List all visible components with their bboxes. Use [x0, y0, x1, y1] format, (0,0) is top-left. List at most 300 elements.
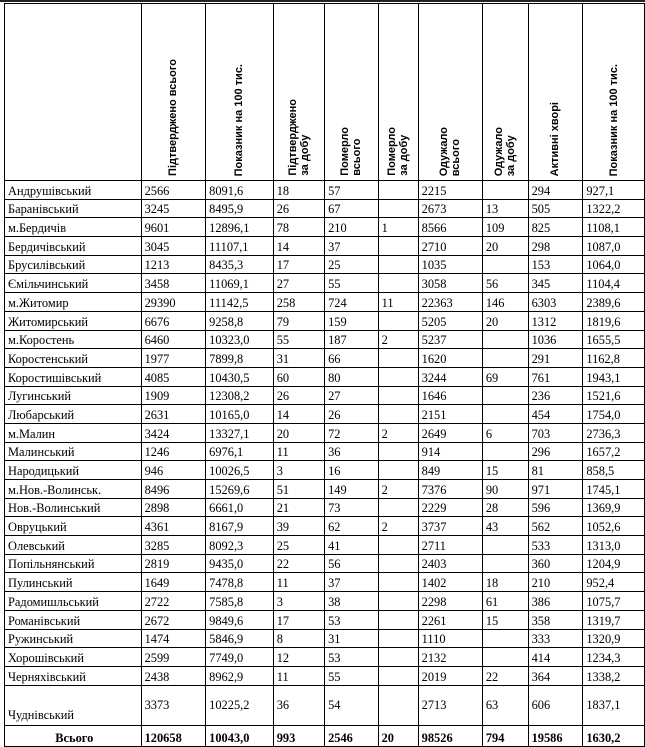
total-cell: 1630,2 [583, 725, 645, 746]
table-cell: 345 [528, 274, 583, 293]
table-cell: 1213 [141, 255, 206, 274]
table-row [5, 311, 645, 330]
table-cell [378, 405, 418, 424]
header-recovered-total: Одужало всього [418, 4, 482, 181]
table-cell: 971 [528, 480, 583, 499]
table-cell: 11 [273, 573, 324, 592]
table-row [5, 405, 645, 424]
table-cell: 27 [325, 386, 378, 405]
table-cell: 16 [325, 461, 378, 480]
table-cell: 56 [482, 274, 528, 293]
table-cell [482, 442, 528, 461]
table-cell: 20 [273, 423, 324, 442]
table-cell: 72 [325, 423, 378, 442]
table-cell: 17 [273, 610, 324, 629]
table-cell: 6 [482, 423, 528, 442]
table-cell: 8495,9 [206, 199, 274, 218]
table-cell: 18 [273, 181, 324, 200]
table-cell: 90 [482, 480, 528, 499]
table-cell: 3285 [141, 536, 206, 555]
table-cell: 9258,8 [206, 311, 274, 330]
table-cell: 11107,1 [206, 237, 274, 256]
table-cell: 11069,1 [206, 274, 274, 293]
table-cell: 1052,6 [583, 517, 645, 536]
table-cell: 1036 [528, 330, 583, 349]
header-died-total: Померло всього [325, 4, 378, 181]
table-cell [482, 405, 528, 424]
total-cell: 120658 [141, 725, 206, 746]
table-cell: 62 [325, 517, 378, 536]
table-cell: 2 [378, 480, 418, 499]
table-cell: 358 [528, 610, 583, 629]
table-cell: 55 [325, 274, 378, 293]
table-cell: 1312 [528, 311, 583, 330]
table-cell: 43 [482, 517, 528, 536]
table-row [5, 498, 645, 517]
table-cell: 2 [378, 330, 418, 349]
table-cell: 1204,9 [583, 554, 645, 573]
table-cell: 825 [528, 218, 583, 237]
total-cell: 98526 [418, 725, 482, 746]
table-cell: 849 [418, 461, 482, 480]
table-cell [482, 386, 528, 405]
table-cell: 146 [482, 293, 528, 312]
district-name-cell: Черняхівський [5, 666, 142, 685]
table-row [5, 517, 645, 536]
table-cell: 4361 [141, 517, 206, 536]
table-cell: 149 [325, 480, 378, 499]
table-cell: 37 [325, 573, 378, 592]
header-district [5, 4, 142, 181]
district-name-cell: Андрушівський [5, 181, 142, 200]
table-cell [378, 573, 418, 592]
table-cell [378, 199, 418, 218]
table-cell: 14 [273, 237, 324, 256]
district-name-cell: Попільнянський [5, 554, 142, 573]
table-cell: 3458 [141, 274, 206, 293]
table-cell: 1620 [418, 349, 482, 368]
table-cell [378, 311, 418, 330]
header-row [5, 4, 645, 181]
table-cell: 10323,0 [206, 330, 274, 349]
table-cell: 9849,6 [206, 610, 274, 629]
header-active-cases: Активні хворі [528, 4, 583, 181]
table-row [5, 592, 645, 611]
table-cell: 67 [325, 199, 378, 218]
table-cell [378, 685, 418, 725]
table-cell: 927,1 [583, 181, 645, 200]
table-cell: 39 [273, 517, 324, 536]
table-cell: 3424 [141, 423, 206, 442]
table-cell: 1819,6 [583, 311, 645, 330]
table-cell: 914 [418, 442, 482, 461]
table-row [5, 293, 645, 312]
table-cell: 3 [273, 461, 324, 480]
table-cell [378, 498, 418, 517]
table-cell: 333 [528, 629, 583, 648]
table-cell: 21 [273, 498, 324, 517]
table-cell: 15 [482, 610, 528, 629]
table-cell: 7585,8 [206, 592, 274, 611]
table-cell: 1837,1 [583, 685, 645, 725]
table-cell: 159 [325, 311, 378, 330]
total-row [5, 725, 645, 746]
table-cell: 9435,0 [206, 554, 274, 573]
table-row [5, 442, 645, 461]
table-cell: 8435,3 [206, 255, 274, 274]
table-cell [378, 442, 418, 461]
table-cell: 236 [528, 386, 583, 405]
table-cell: 27 [273, 274, 324, 293]
table-cell: 2389,6 [583, 293, 645, 312]
table-cell: 36 [325, 442, 378, 461]
district-name-cell: м.Малин [5, 423, 142, 442]
table-cell: 1064,0 [583, 255, 645, 274]
table-cell: 78 [273, 218, 324, 237]
table-cell: 1234,3 [583, 648, 645, 667]
table-cell: 13327,1 [206, 423, 274, 442]
table-cell: 8962,9 [206, 666, 274, 685]
table-cell: 210 [528, 573, 583, 592]
district-name-cell: Малинський [5, 442, 142, 461]
table-cell: 946 [141, 461, 206, 480]
table-cell: 2673 [418, 199, 482, 218]
table-cell [378, 181, 418, 200]
table-cell: 1943,1 [583, 367, 645, 386]
table-cell [482, 349, 528, 368]
table-cell: 57 [325, 181, 378, 200]
district-name-cell: Народицький [5, 461, 142, 480]
table-cell: 294 [528, 181, 583, 200]
table-cell: 7899,8 [206, 349, 274, 368]
district-name-cell: Романівський [5, 610, 142, 629]
table-row [5, 386, 645, 405]
table-cell: 1369,9 [583, 498, 645, 517]
table-cell [482, 181, 528, 200]
table-cell: 952,4 [583, 573, 645, 592]
district-name-cell: Чуднівський [5, 685, 142, 725]
table-cell: 3373 [141, 685, 206, 725]
table-cell: 20 [482, 311, 528, 330]
district-name-cell: Олевський [5, 536, 142, 555]
header-confirmed-total: Підтверджено всього [141, 4, 206, 181]
total-cell: 10043,0 [206, 725, 274, 746]
table-cell: 1338,2 [583, 666, 645, 685]
table-row [5, 423, 645, 442]
table-cell [378, 629, 418, 648]
table-cell: 1402 [418, 573, 482, 592]
total-cell: 794 [482, 725, 528, 746]
table-cell: 386 [528, 592, 583, 611]
table-cell: 6976,1 [206, 442, 274, 461]
district-name-cell: Нов.-Волинський [5, 498, 142, 517]
table-cell: 606 [528, 685, 583, 725]
table-cell: 7376 [418, 480, 482, 499]
table-cell [378, 666, 418, 685]
table-cell: 1313,0 [583, 536, 645, 555]
table-cell: 2736,3 [583, 423, 645, 442]
table-cell [378, 274, 418, 293]
table-cell: 1745,1 [583, 480, 645, 499]
district-name-cell: Ємільчинський [5, 274, 142, 293]
table-cell: 56 [325, 554, 378, 573]
table-row [5, 349, 645, 368]
table-cell: 18 [482, 573, 528, 592]
table-cell: 1110 [418, 629, 482, 648]
table-cell: 8167,9 [206, 517, 274, 536]
table-cell: 1104,4 [583, 274, 645, 293]
table-cell: 26 [273, 199, 324, 218]
table-cell: 25 [325, 255, 378, 274]
district-name-cell: Хорошівський [5, 648, 142, 667]
table-cell: 11 [273, 442, 324, 461]
table-cell: 12308,2 [206, 386, 274, 405]
table-cell: 2713 [418, 685, 482, 725]
table-cell: 2151 [418, 405, 482, 424]
table-cell: 6460 [141, 330, 206, 349]
table-cell: 80 [325, 367, 378, 386]
district-name-cell: м.Коростень [5, 330, 142, 349]
table-cell [378, 648, 418, 667]
table-cell: 1320,9 [583, 629, 645, 648]
table-cell: 1162,8 [583, 349, 645, 368]
table-cell [378, 255, 418, 274]
table-cell [378, 554, 418, 573]
table-cell [378, 592, 418, 611]
table-cell: 1319,7 [583, 610, 645, 629]
table-cell: 1087,0 [583, 237, 645, 256]
table-cell: 1646 [418, 386, 482, 405]
table-cell: 37 [325, 237, 378, 256]
table-cell: 11 [378, 293, 418, 312]
table-cell: 26 [273, 386, 324, 405]
table-cell: 13 [482, 199, 528, 218]
table-cell: 291 [528, 349, 583, 368]
table-cell: 364 [528, 666, 583, 685]
table-cell: 28 [482, 498, 528, 517]
table-cell: 12896,1 [206, 218, 274, 237]
table-cell [482, 554, 528, 573]
table-cell: 6676 [141, 311, 206, 330]
table-cell: 8091,6 [206, 181, 274, 200]
table-cell: 298 [528, 237, 583, 256]
table-cell: 761 [528, 367, 583, 386]
table-cell: 1108,1 [583, 218, 645, 237]
table-row [5, 480, 645, 499]
table-cell: 2710 [418, 237, 482, 256]
table-cell: 2711 [418, 536, 482, 555]
table-cell: 2599 [141, 648, 206, 667]
table-row [5, 554, 645, 573]
table-cell: 69 [482, 367, 528, 386]
table-cell: 6303 [528, 293, 583, 312]
total-cell: 20 [378, 725, 418, 746]
table-cell: 10026,5 [206, 461, 274, 480]
table-cell: 22 [482, 666, 528, 685]
table-cell: 20 [482, 237, 528, 256]
header-recovered-day: Одужало за добу [482, 4, 528, 181]
table-cell: 3245 [141, 199, 206, 218]
table-cell: 1657,2 [583, 442, 645, 461]
table-cell: 10165,0 [206, 405, 274, 424]
table-cell: 1977 [141, 349, 206, 368]
table-cell: 2649 [418, 423, 482, 442]
table-cell: 2722 [141, 592, 206, 611]
table-cell: 22363 [418, 293, 482, 312]
table-cell: 724 [325, 293, 378, 312]
table-cell: 2898 [141, 498, 206, 517]
table-row [5, 199, 645, 218]
table-cell: 53 [325, 610, 378, 629]
table-row [5, 648, 645, 667]
table-cell: 2672 [141, 610, 206, 629]
table-row [5, 685, 645, 725]
table-cell: 7749,0 [206, 648, 274, 667]
table-cell: 79 [273, 311, 324, 330]
district-name-cell: Баранівський [5, 199, 142, 218]
table-row [5, 610, 645, 629]
table-cell: 26 [325, 405, 378, 424]
table-cell: 858,5 [583, 461, 645, 480]
table-cell: 11 [273, 666, 324, 685]
header-confirmed-day: Підтверджено за добу [273, 4, 324, 181]
table-cell: 2403 [418, 554, 482, 573]
table-cell: 296 [528, 442, 583, 461]
district-name-cell: Ружинський [5, 629, 142, 648]
table-cell: 14 [273, 405, 324, 424]
table-cell: 1075,7 [583, 592, 645, 611]
table-cell: 54 [325, 685, 378, 725]
table-cell: 17 [273, 255, 324, 274]
table-cell: 81 [528, 461, 583, 480]
table-cell: 2019 [418, 666, 482, 685]
table-cell: 36 [273, 685, 324, 725]
table-cell: 31 [325, 629, 378, 648]
table-cell [378, 367, 418, 386]
table-cell: 3058 [418, 274, 482, 293]
district-name-cell: Лугинський [5, 386, 142, 405]
table-cell: 1655,5 [583, 330, 645, 349]
table-cell: 55 [273, 330, 324, 349]
district-name-cell: м.Нов.-Волинськ. [5, 480, 142, 499]
table-cell: 505 [528, 199, 583, 218]
table-cell [482, 536, 528, 555]
table-row [5, 237, 645, 256]
table-cell: 258 [273, 293, 324, 312]
table-cell: 10430,5 [206, 367, 274, 386]
table-cell: 1322,2 [583, 199, 645, 218]
table-cell: 3 [273, 592, 324, 611]
district-name-cell: м.Бердичів [5, 218, 142, 237]
header-rate-per-100k: Показник на 100 тис. [206, 4, 274, 181]
table-cell: 25 [273, 536, 324, 555]
table-cell: 6661,0 [206, 498, 274, 517]
header-active-rate-per-100k: Показник на 100 тис. [583, 4, 645, 181]
district-name-cell: Коростенський [5, 349, 142, 368]
table-cell: 2132 [418, 648, 482, 667]
table-cell: 5237 [418, 330, 482, 349]
table-row [5, 181, 645, 200]
table-cell: 7478,8 [206, 573, 274, 592]
table-cell: 8566 [418, 218, 482, 237]
table-row [5, 629, 645, 648]
table-cell: 29390 [141, 293, 206, 312]
header-died-day: Померло за добу [378, 4, 418, 181]
table-cell [378, 237, 418, 256]
table-cell [482, 255, 528, 274]
table-cell: 1035 [418, 255, 482, 274]
table-cell: 8092,3 [206, 536, 274, 555]
table-cell: 2215 [418, 181, 482, 200]
table-cell: 15269,6 [206, 480, 274, 499]
table-cell: 2566 [141, 181, 206, 200]
table-cell: 153 [528, 255, 583, 274]
table-cell: 8 [273, 629, 324, 648]
table-row [5, 461, 645, 480]
table-cell: 11142,5 [206, 293, 274, 312]
table-cell [378, 610, 418, 629]
district-name-cell: Житомирський [5, 311, 142, 330]
district-name-cell: Пулинський [5, 573, 142, 592]
table-cell: 187 [325, 330, 378, 349]
covid-statistics-table [4, 3, 645, 747]
table-cell: 61 [482, 592, 528, 611]
table-cell: 533 [528, 536, 583, 555]
table-cell: 360 [528, 554, 583, 573]
table-cell: 3737 [418, 517, 482, 536]
table-cell: 2229 [418, 498, 482, 517]
table-cell: 2438 [141, 666, 206, 685]
table-row [5, 666, 645, 685]
table-cell: 1754,0 [583, 405, 645, 424]
table-cell: 8496 [141, 480, 206, 499]
table-cell: 73 [325, 498, 378, 517]
table-cell: 15 [482, 461, 528, 480]
district-name-cell: Коростишівський [5, 367, 142, 386]
table-cell: 2298 [418, 592, 482, 611]
table-cell: 5846,9 [206, 629, 274, 648]
district-name-cell: Радомишльський [5, 592, 142, 611]
table-cell: 2631 [141, 405, 206, 424]
total-cell: 2546 [325, 725, 378, 746]
table-cell [378, 349, 418, 368]
table-row [5, 367, 645, 386]
table-cell: 562 [528, 517, 583, 536]
table-cell: 12 [273, 648, 324, 667]
total-cell: 19586 [528, 725, 583, 746]
table-cell: 22 [273, 554, 324, 573]
table-cell: 2819 [141, 554, 206, 573]
table-cell: 1521,6 [583, 386, 645, 405]
table-cell: 53 [325, 648, 378, 667]
table-cell: 109 [482, 218, 528, 237]
table-cell: 454 [528, 405, 583, 424]
district-name-cell: Овруцький [5, 517, 142, 536]
table-cell [378, 536, 418, 555]
table-cell: 1246 [141, 442, 206, 461]
district-name-cell: Любарський [5, 405, 142, 424]
table-cell: 596 [528, 498, 583, 517]
table-cell: 2261 [418, 610, 482, 629]
table-cell: 9601 [141, 218, 206, 237]
table-cell [482, 330, 528, 349]
table-cell: 5205 [418, 311, 482, 330]
table-cell: 41 [325, 536, 378, 555]
table-row [5, 274, 645, 293]
table-cell: 66 [325, 349, 378, 368]
table-cell: 31 [273, 349, 324, 368]
district-name-cell: Брусилівський [5, 255, 142, 274]
